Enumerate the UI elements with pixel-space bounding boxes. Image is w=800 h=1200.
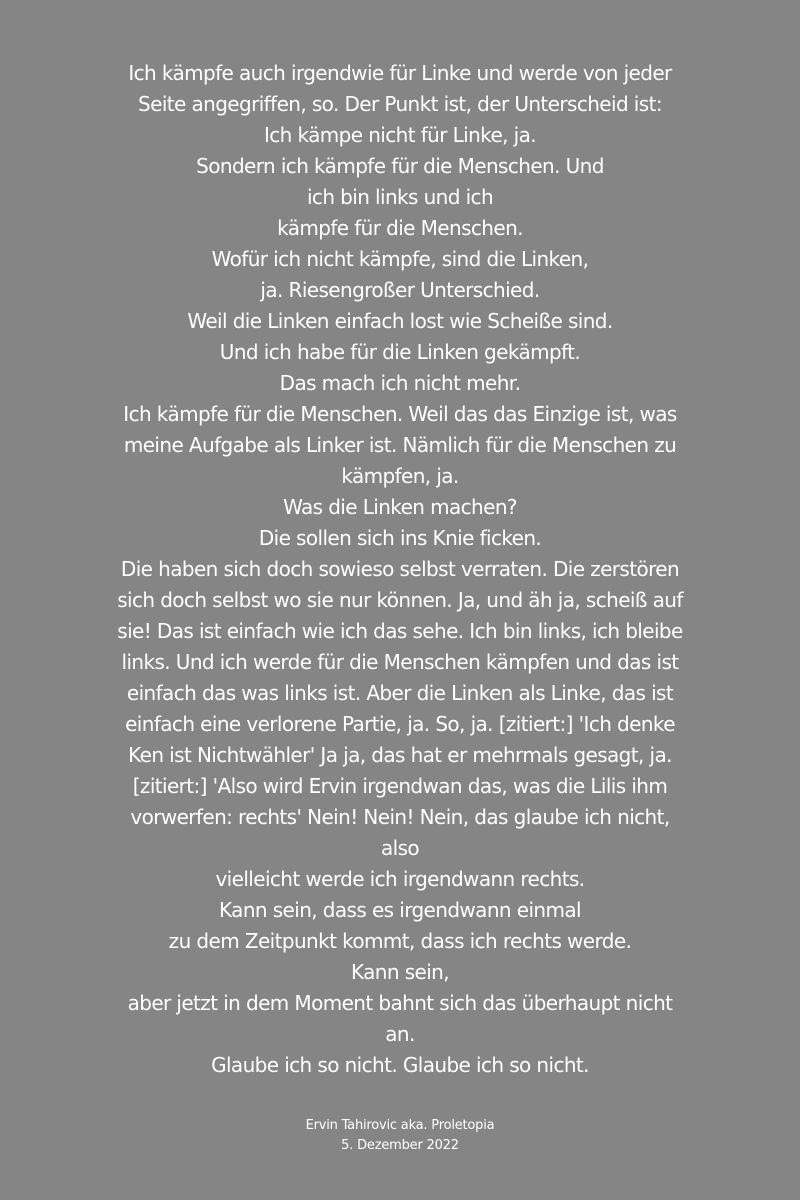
poem-line: Die sollen sich ins Knie ficken.: [258, 526, 542, 550]
poem-line: ich bin links und ich: [306, 185, 494, 209]
poem-line: Die haben sich doch sowieso selbst verraten. Die zerstören: [120, 557, 680, 581]
poem-line: Das mach ich nicht mehr.: [279, 371, 521, 395]
poem-line: meine Aufgabe als Linker ist. Nämlich für die Menschen zu: [123, 433, 677, 457]
poem-line: kämpfen, ja.: [341, 464, 459, 488]
poem-line: ja. Riesengroßer Unterschied.: [260, 278, 540, 302]
poem-line: Weil die Linken einfach lost wie Scheiße sind.: [187, 309, 613, 333]
poem-line: Und ich habe für die Linken gekämpft.: [219, 340, 581, 364]
poem-line: Was die Linken machen?: [283, 495, 517, 519]
poem-line: Ich kämpe nicht für Linke, ja.: [263, 123, 537, 147]
poem-line: Kann sein, dass es irgendwann einmal: [219, 898, 581, 922]
poem-line: Glaube ich so nicht. Glaube ich so nicht.: [211, 1053, 589, 1077]
poem-line: zu dem Zeitpunkt kommt, dass ich rechts werde.: [168, 929, 632, 953]
poem-line: Ich kämpfe für die Menschen. Weil das das Einzige ist, was: [123, 402, 677, 426]
poem-line: Ken ist Nichtwähler' Ja ja, das hat er mehrmals gesagt, ja.: [128, 743, 672, 767]
poem-line: an.: [385, 1022, 415, 1046]
poem-line: vorwerfen: rechts' Nein! Nein! Nein, das glaube ich nicht,: [130, 805, 670, 829]
date-label: 5. Dezember 2022: [341, 1138, 459, 1153]
poem-line: vielleicht werde ich irgendwann rechts.: [215, 867, 585, 891]
poem-line: einfach eine verlorene Partie, ja. So, ja. [zitiert:] 'Ich denke: [125, 712, 675, 736]
author-name: Ervin Tahirovic aka. Proletopia: [305, 1118, 495, 1133]
poem-line: sich doch selbst wo sie nur können. Ja, und äh ja, scheiß auf: [117, 588, 683, 612]
poem-line: Sondern ich kämpfe für die Menschen. Und: [196, 154, 604, 178]
poem-line: Seite angegriffen, so. Der Punkt ist, der Unterscheid ist:: [138, 92, 662, 116]
poem-text: [0, 58, 800, 1081]
poem-line: links. Und ich werde für die Menschen kämpfen und das ist: [121, 650, 679, 674]
poem-line: einfach das was links ist. Aber die Linken als Linke, das ist: [126, 681, 674, 705]
signature: [0, 1116, 800, 1156]
poem-line: Ich kämpfe auch irgendwie für Linke und werde von jeder: [128, 61, 672, 85]
poem-line: aber jetzt in dem Moment bahnt sich das überhaupt nicht: [127, 991, 673, 1015]
poem-line: kämpfe für die Menschen.: [277, 216, 523, 240]
poem-line: [zitiert:] 'Also wird Ervin irgendwan das, was die Lilis ihm: [132, 774, 668, 798]
poem-line: also: [380, 836, 420, 860]
poem-line: sie! Das ist einfach wie ich das sehe. Ich bin links, ich bleibe: [117, 619, 683, 643]
poem-line: Wofür ich nicht kämpfe, sind die Linken,: [211, 247, 589, 271]
poem-line: Kann sein,: [350, 960, 450, 984]
